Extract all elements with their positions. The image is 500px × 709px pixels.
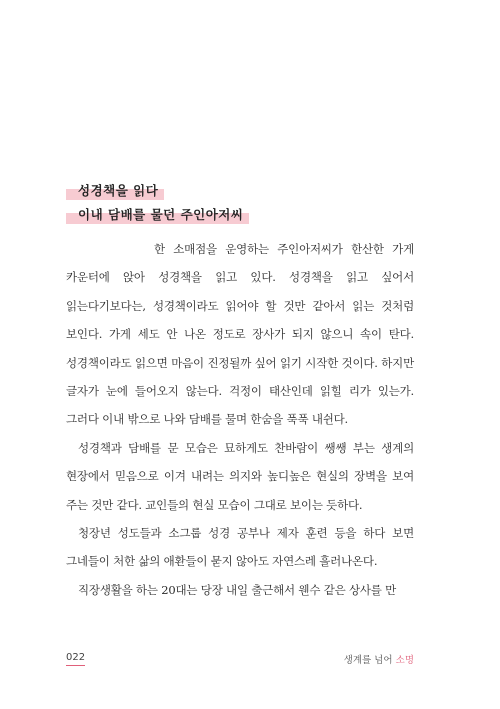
paragraph-3: 청장년 성도들과 소그룹 성경 공부나 제자 훈련 등을 하다 보면 그네들이 처한 삶의 애환들이 묻지 않아도 자연스레 흘러나온다. bbox=[66, 526, 414, 569]
running-title-accent: 소명 bbox=[395, 655, 414, 666]
paragraph-1 bbox=[66, 235, 414, 434]
section-heading bbox=[66, 180, 406, 228]
page-number: 022 bbox=[66, 652, 85, 666]
paragraph-4: 직장생활을 하는 20대는 당장 내일 출근해서 웬수 같은 상사를 만 bbox=[78, 582, 397, 597]
paragraph-2: 성경책과 담배를 문 모습은 묘하게도 찬바람이 쌩쌩 부는 생계의 현장에서 믿음으로 이겨 내려는 의지와 높디높은 현실의 장벽을 보여 주는 것만 같다. 교인들의 현실 모습이 그대로 보이는 듯하다. bbox=[66, 440, 414, 512]
running-title bbox=[344, 652, 414, 666]
heading-line-2: 이내 담배를 물던 주인아저씨 bbox=[66, 206, 249, 224]
body-text bbox=[66, 235, 414, 604]
running-title-main: 생계를 넘어 bbox=[343, 655, 396, 666]
heading-line-1: 성경책을 읽다 bbox=[66, 182, 164, 200]
paragraph-1-text: 한 소매점을 운영하는 주인아저씨가 한산한 가게 카운터에 앉아 성경책을 읽고 있다. 성경책을 읽고 싶어서 읽는다기보다는, 성경책이라도 읽어야 할 것만 같아서 읽는 것처럼 보인다. 가게 세도 안 나온 정도로 장사가 되지 않으니 속이 탄다. 성경책이라도 읽으면 마음이 진정될까 싶어 읽기 시작한 것이다. 하지만 글자가 눈에 들어오지 않는다. 걱정이 태산인데 읽힐 리가 있는가. 그러다 이내 밖으로 나와 담배를 물며 한숨을 푹푹 내쉰다. bbox=[66, 242, 414, 427]
